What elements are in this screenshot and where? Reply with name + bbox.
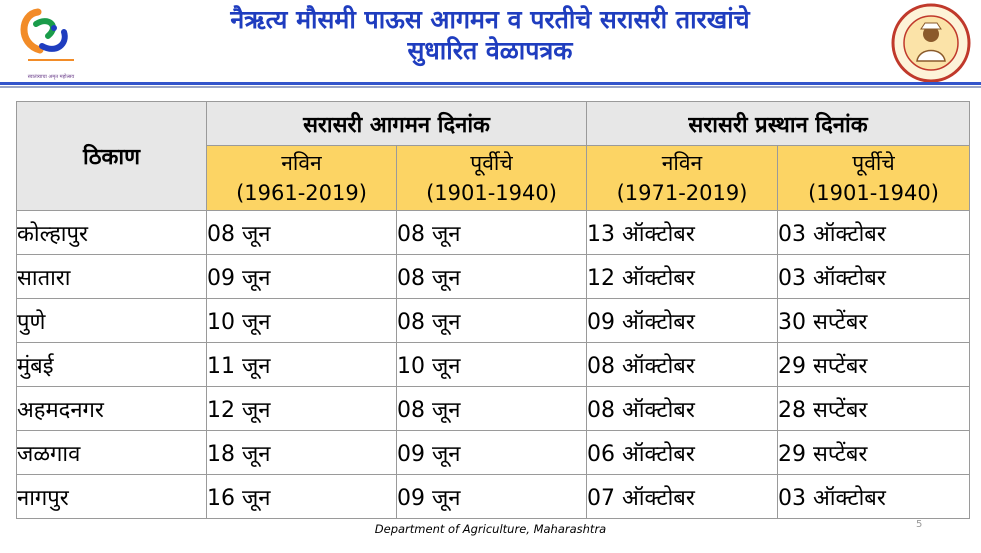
arrival-old-cell: 09 जून [397, 475, 587, 519]
subheader-period: (1961-2019) [236, 181, 367, 205]
place-cell: अहमदनगर [17, 387, 207, 431]
header-divider [0, 82, 981, 85]
subheader-period: (1901-1940) [426, 181, 557, 205]
withdrawal-new-cell: 12 ऑक्टोबर [587, 255, 778, 299]
table-row [17, 299, 970, 343]
withdrawal-new-header [587, 146, 778, 211]
withdrawal-new-cell: 07 ऑक्टोबर [587, 475, 778, 519]
place-cell: कोल्हापुर [17, 211, 207, 255]
withdrawal-new-cell: 08 ऑक्टोबर [587, 343, 778, 387]
table-header-row [17, 102, 970, 146]
arrival-old-cell: 08 जून [397, 299, 587, 343]
arrival-old-cell: 10 जून [397, 343, 587, 387]
subheader-label: नविन [281, 151, 322, 175]
arrival-new-cell: 16 जून [207, 475, 397, 519]
withdrawal-old-cell: 30 सप्टेंबर [778, 299, 970, 343]
azadi-ka-amrit-mahotsav-logo-icon [8, 4, 94, 80]
subheader-period: (1971-2019) [616, 181, 748, 205]
arrival-new-cell: 09 जून [207, 255, 397, 299]
arrival-old-cell: 08 जून [397, 211, 587, 255]
arrival-date-header: सरासरी आगमन दिनांक [207, 102, 587, 146]
page-title [110, 4, 870, 66]
arrival-new-cell: 11 जून [207, 343, 397, 387]
page-number: 5 [916, 519, 923, 530]
footer-department: Department of Agriculture, Maharashtra [374, 522, 607, 536]
table-row [17, 255, 970, 299]
monsoon-schedule-table [16, 101, 970, 519]
withdrawal-old-cell: 03 ऑक्टोबर [778, 475, 970, 519]
arrival-new-cell: 12 जून [207, 387, 397, 431]
place-cell: सातारा [17, 255, 207, 299]
arrival-old-cell: 08 जून [397, 387, 587, 431]
logo-caption: स्वातंत्र्याचा अमृत महोत्सव [27, 74, 75, 80]
withdrawal-old-header [778, 146, 970, 211]
table-row [17, 343, 970, 387]
arrival-new-header [207, 146, 397, 211]
subheader-label: नविन [661, 151, 703, 175]
header-divider-secondary [0, 86, 981, 88]
table-row [17, 431, 970, 475]
withdrawal-new-cell: 06 ऑक्टोबर [587, 431, 778, 475]
table-row [17, 387, 970, 431]
subheader-label: पूर्वीचे [852, 151, 895, 175]
department-seal-icon [891, 3, 971, 83]
place-cell: मुंबई [17, 343, 207, 387]
title-line-2: सुधारित वेळापत्रक [407, 36, 573, 65]
arrival-new-cell: 08 जून [207, 211, 397, 255]
table-row [17, 475, 970, 519]
withdrawal-old-cell: 28 सप्टेंबर [778, 387, 970, 431]
arrival-old-cell: 08 जून [397, 255, 587, 299]
withdrawal-old-cell: 03 ऑक्टोबर [778, 211, 970, 255]
withdrawal-date-header: सरासरी प्रस्थान दिनांक [587, 102, 970, 146]
subheader-label: पूर्वीचे [470, 151, 513, 175]
withdrawal-new-cell: 09 ऑक्टोबर [587, 299, 778, 343]
place-cell: नागपुर [17, 475, 207, 519]
withdrawal-old-cell: 29 सप्टेंबर [778, 343, 970, 387]
place-cell: पुणे [17, 299, 207, 343]
arrival-old-cell: 09 जून [397, 431, 587, 475]
withdrawal-old-cell: 03 ऑक्टोबर [778, 255, 970, 299]
place-cell: जळगाव [17, 431, 207, 475]
arrival-new-cell: 10 जून [207, 299, 397, 343]
subheader-period: (1901-1940) [808, 181, 939, 205]
withdrawal-new-cell: 13 ऑक्टोबर [587, 211, 778, 255]
arrival-old-header [397, 146, 587, 211]
title-line-1: नैऋत्य मौसमी पाऊस आगमन व परतीचे सरासरी तारखांचे [230, 5, 750, 34]
place-column-header: ठिकाण [17, 102, 207, 211]
withdrawal-old-cell: 29 सप्टेंबर [778, 431, 970, 475]
table-row [17, 211, 970, 255]
arrival-new-cell: 18 जून [207, 431, 397, 475]
withdrawal-new-cell: 08 ऑक्टोबर [587, 387, 778, 431]
